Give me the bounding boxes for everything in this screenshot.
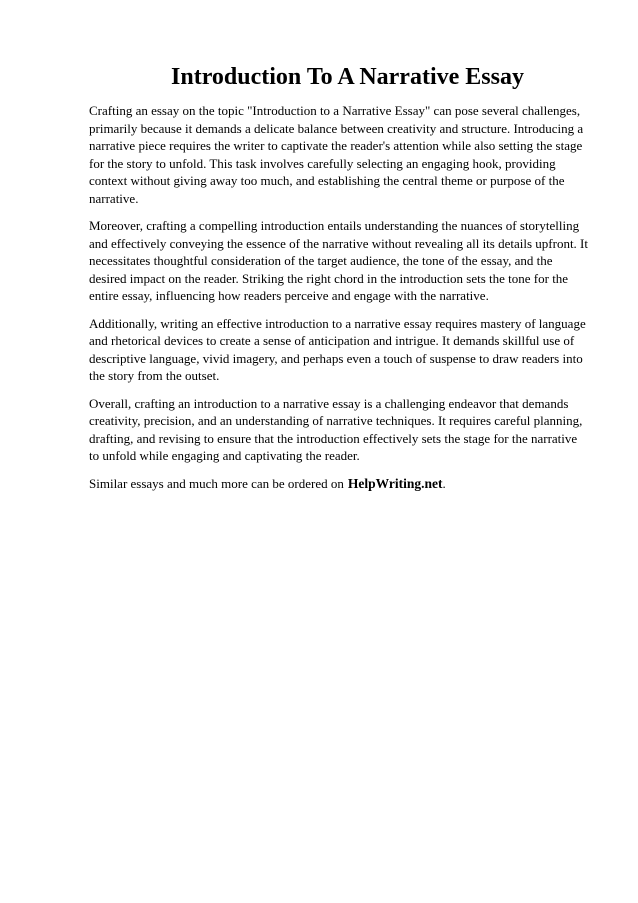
helpwriting-link[interactable]: HelpWriting.net — [347, 475, 443, 491]
order-line — [89, 475, 590, 493]
paragraph-1: Crafting an essay on the topic "Introduction to a Narrative Essay" can pose several challenges, primarily because it demands a delicate balance between creativity and structure. Introducing a narrative piece requires the writer to captivate the reader's attention while also setting the stage for the story to unfold. This task involves carefully selecting an engaging hook, providing context without giving away too much, and establishing the central theme or purpose of the narrative. — [89, 103, 584, 206]
paragraph-3: Additionally, writing an effective introduction to a narrative essay requires mastery of language and rhetorical devices to create a sense of anticipation and intrigue. It demands skillful use of descriptive language, vivid imagery, and perhaps even a touch of suspense to draw readers into the story from the outset. — [89, 315, 586, 383]
paragraph-4: Overall, crafting an introduction to a narrative essay is a challenging endeavor that demands creativity, precision, and an understanding of narrative techniques. It requires careful planning, drafting, and revising to ensure that the introduction effectively sets the stage for the narrative to unfold while engaging and captivating the reader. — [89, 395, 583, 463]
paragraph-2: Moreover, crafting a compelling introduction entails understanding the nuances of storytelling and effectively conveying the essence of the narrative without revealing all its details upfront. It necessitates thoughtful consideration of the target audience, the tone of the essay, and the desired impact on the reader. Striking the right chord in the introduction sets the tone for the entire essay, influencing how readers perceive and engage with the narrative. — [89, 218, 589, 303]
order-text: Similar essays and much more can be ordered on — [89, 475, 344, 491]
document-title: Introduction To A Narrative Essay — [171, 64, 524, 90]
order-period: . — [442, 475, 446, 491]
